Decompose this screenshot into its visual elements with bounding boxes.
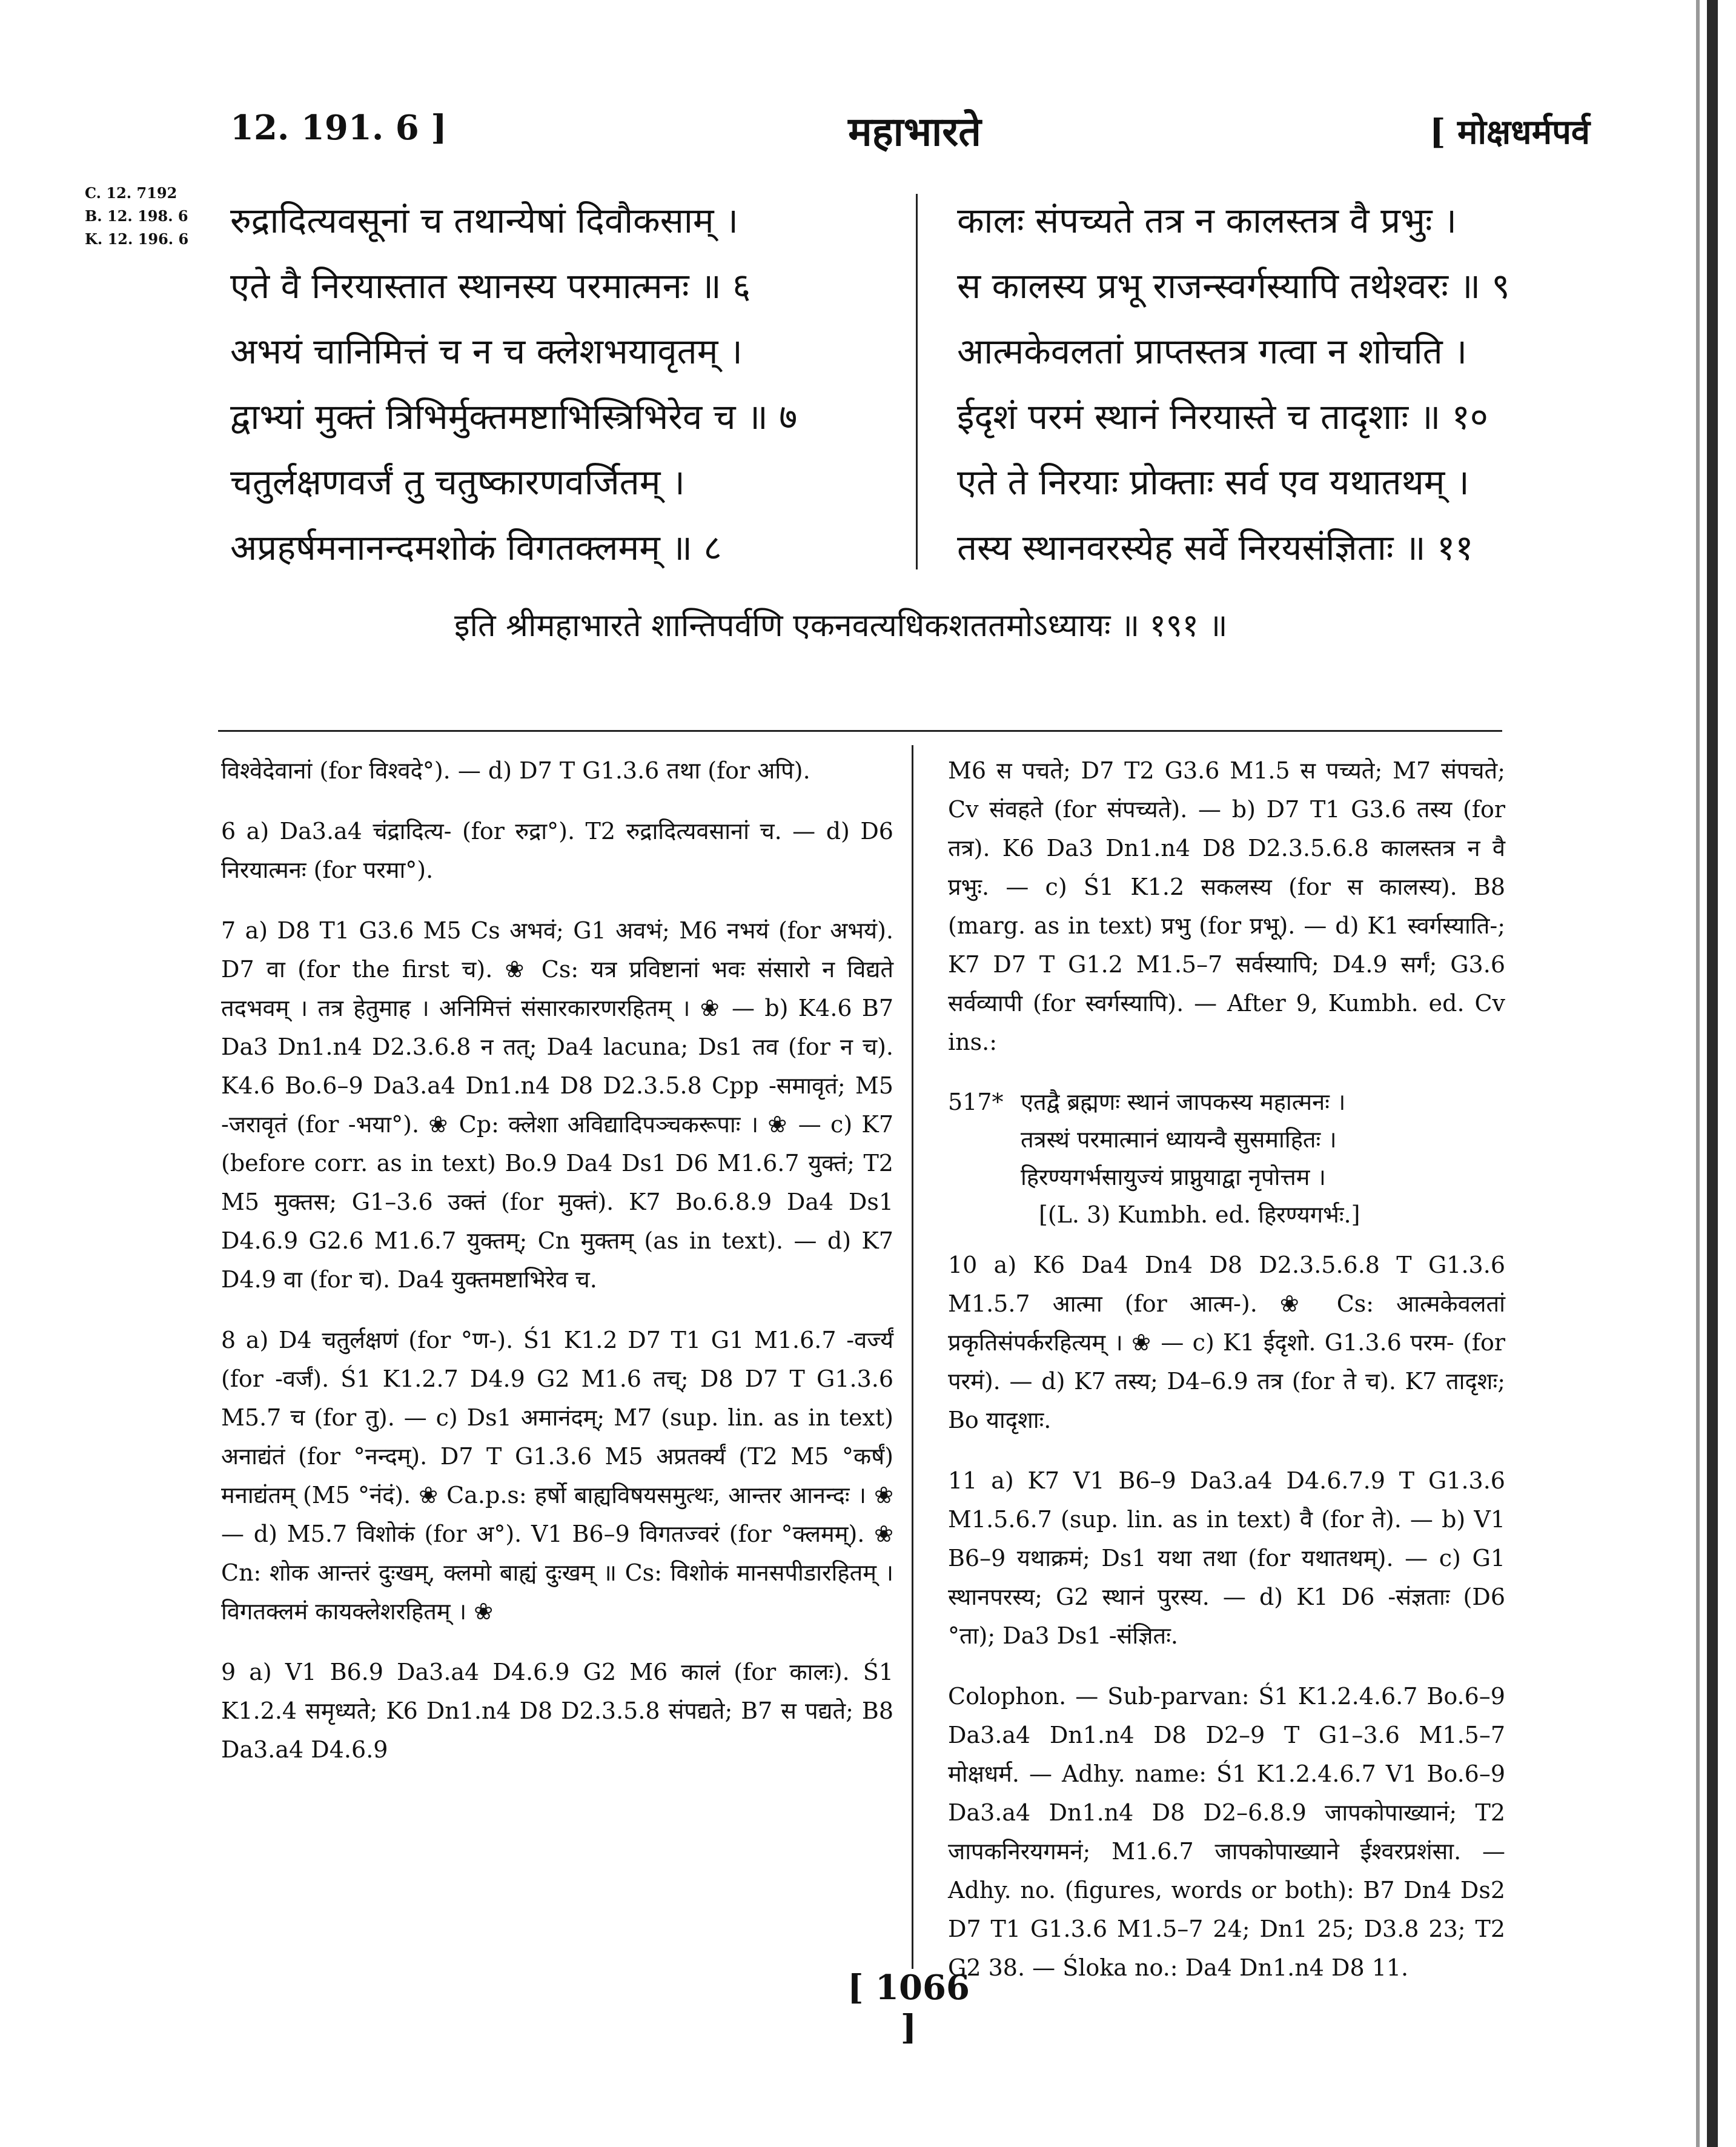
- header-parvan-name: [ मोक्षधर्मपर्व: [1430, 112, 1591, 152]
- verse-line: ईदृशं परमं स्थानं निरयास्ते च तादृशाः ॥ १०: [957, 396, 1488, 437]
- critical-notes-left: [221, 751, 893, 1791]
- notes-column-divider: [912, 745, 913, 1969]
- margin-edition-references: [85, 182, 188, 251]
- note-paragraph: 9 a) V1 B6.9 Da3.a4 D4.6.9 G2 M6 कालं (for कालः). Ś1 K1.2.4 समृध्यते; K6 Dn1.n4 D8 D2.3.5.8 संपद्यते; B7 स पद्यते; B8 Da3.a4 D4.6.9: [221, 1659, 893, 1763]
- interpolation-number: 517*: [948, 1089, 1004, 1115]
- margin-ref: C. 12. 7192: [85, 184, 177, 202]
- verse-line: चतुर्लक्षणवर्जं तु चतुष्कारणवर्जितम् ।: [230, 462, 685, 503]
- page-edge-bar: [1707, 0, 1718, 2147]
- horizontal-rule: [218, 730, 1502, 732]
- note-paragraph: 6 a) Da3.a4 चंद्रादित्य- (for रुद्रा°). T2 रुद्रादित्यवसानां च. — d) D6 निरयात्मनः (for परमा°).: [221, 818, 893, 883]
- page-number: [ 1066 ]: [847, 1968, 970, 2048]
- note-paragraph: 7 a) D8 T1 G3.6 M5 Cs अभवं; G1 अवभं; M6 नभयं (for अभयं). D7 वा (for the first च). ❀ Cs: यत्र प्रविष्टानां भवः संसारो न विद्यते तदभवम् । तत्र हेतुमाह । अनिमित्तं संसारकारणरहितम् । ❀ — b) K4.6 B7 Da3 Dn1.n4 D2.3.6.8 न तत्; Da4 lacuna; Ds1 तव (for न च). K4.6 Bo.6–9 Da3.a4 Dn1.n4 D8 D2.3.5.8 Cpp -समावृतं; M5 -जरावृतं (for -भया°). ❀ Cp: क्लेशा अविद्यादिपञ्चकरूपाः । ❀ — c) K7 (before corr. as in text) Bo.9 Da4 Ds1 D6 M1.6.7 युक्तं; T2 M5 मुक्तस; G1–3.6 उक्तं (for मुक्तं). K7 Bo.6.8.9 Da4 Ds1 D4.6.9 G2.6 M1.6.7 युक्तम्; Cn मुक्तम् (as in text). — d) K7 D4.9 वा (for च). Da4 युक्तमष्टाभिरेव च.: [221, 917, 893, 1293]
- margin-ref: B. 12. 198. 6: [85, 207, 188, 225]
- note-paragraph: 11 a) K7 V1 B6–9 Da3.a4 D4.6.7.9 T G1.3.6 M1.5.6.7 (sup. lin. as in text) वै (for ते). — b) V1 B6–9 यथाक्रमं; Ds1 यथा तथा (for यथातथम्). — c) G1 स्थानपरस्य; G2 स्थानं पुरस्य. — d) K1 D6 -संज्ञताः (D6 °ता); Da3 Ds1 -संज्ञितः.: [948, 1467, 1505, 1649]
- interpolation-footnote: [(L. 3) Kumbh. ed. हिरण्यगर्भः.]: [1039, 1201, 1360, 1228]
- interpolation-line: तत्रस्थं परमात्मानं ध्यायन्वै सुसमाहितः ।: [1021, 1126, 1337, 1153]
- note-paragraph: Colophon. — Sub-parvan: Ś1 K1.2.4.6.7 Bo.6–9 Da3.a4 Dn1.n4 D8 D2–9 T G1–3.6 M1.5–7 मोक्षधर्म. — Adhy. name: Ś1 K1.2.4.6.7 V1 Bo.6–9 Da3.a4 Dn1.n4 D8 D2–6.8.9 जापकोपाख्यानं; T2 जापकनिरयगमनं; M1.6.7 जापकोपाख्याने ईश्वरप्रशंसा. — Adhy. no. (figures, words or both): B7 Dn4 Ds2 D7 T1 G1.3.6 M1.5–7 24; Dn1 25; D3.8 23; T2 G2 38. — Śloka no.: Da4 Dn1.n4 D8 11.: [948, 1683, 1505, 1981]
- interpolation-line: हिरण्यगर्भसायुज्यं प्राप्नुयाद्वा नृपोत्तम ।: [1021, 1164, 1326, 1190]
- verse-line: एते ते निरयाः प्रोक्ताः सर्व एव यथातथम् ।: [957, 462, 1469, 503]
- header-verse-reference: 12. 191. 6 ]: [230, 108, 447, 148]
- chapter-colophon: इति श्रीमहाभारते शान्तिपर्वणि एकनवत्यधिकशततमोऽध्यायः ॥ १९१ ॥: [454, 608, 1228, 644]
- note-paragraph: 8 a) D4 चतुर्लक्षणं (for °ण-). Ś1 K1.2 D7 T1 G1 M1.6.7 -वर्ज्यं (for -वर्जं). Ś1 K1.2.7 D4.9 G2 M1.6 तच्; D8 D7 T G1.3.6 M5.7 च (for तु). — c) Ds1 अमानंदम्; M7 (sup. lin. as in text) अनाद्यंतं (for °नन्दम्). D7 T G1.3.6 M5 अप्रतर्क्यं (T2 M5 °कर्षं) मनाद्यंतम् (M5 °नंदं). ❀ Ca.p.s: हर्षो बाह्यविषयसमुत्थः, आन्तर आनन्दः । ❀ — d) M5.7 विशोकं (for अ°). V1 B6–9 विगतज्वरं (for °क्लमम्). ❀ Cn: शोक आन्तरं दुःखम्, क्लमो बाह्यं दुःखम् ॥ Cs: विशोकं मानसपीडारहितम् । विगतक्लमं कायक्लेशरहितम् । ❀: [221, 1327, 893, 1625]
- verse-line: अप्रहर्षमनानन्दमशोकं विगतक्लमम् ॥ ८: [230, 527, 722, 568]
- note-paragraph: M6 स पचते; D7 T2 G3.6 M1.5 स पच्यते; M7 संपचते; Cv संवहते (for संपच्यते). — b) D7 T1 G3.6 तस्य (for तत्र). K6 Da3 Dn1.n4 D8 D2.3.5.6.8 कालस्तत्र न वै प्रभुः. — c) Ś1 K1.2 सकलस्य (for स कालस्य). B8 (marg. as in text) प्रभु (for प्रभू). — d) K1 स्वर्गस्याति-; K7 D7 T G1.2 M1.5–7 सर्वस्यापि; D4.9 सर्गं; G3.6 सर्वव्यापी (for स्वर्गस्यापि). — After 9, Kumbh. ed. Cv ins.:: [948, 757, 1505, 1055]
- page-edge-shadow: [1696, 0, 1700, 2147]
- verse-line: एते वै निरयास्तात स्थानस्य परमात्मनः ॥ ६: [230, 265, 751, 307]
- verse-line: अभयं चानिमित्तं च न च क्लेशभयावृतम् ।: [230, 331, 743, 372]
- verse-line: द्वाभ्यां मुक्तं त्रिभिर्मुक्तमष्टाभिस्त्रिभिरेव च ॥ ७: [230, 396, 798, 437]
- page-title: महाभारते: [848, 108, 981, 155]
- note-paragraph: 10 a) K6 Da4 Dn4 D8 D2.3.5.6.8 T G1.3.6 M1.5.7 आत्मा (for आत्म-). ❀ Cs: आत्मकेवलतां प्रकृतिसंपर्करहित्यम् । ❀ — c) K1 ईदृशो. G1.3.6 परम- (for परमं). — d) K7 तस्य; D4–6.9 तत्र (for ते च). K7 तादृशः; Bo यादृशाः.: [948, 1252, 1505, 1433]
- note-paragraph: विश्वेदेवानां (for विश्वदे°). — d) D7 T G1.3.6 तथा (for अपि).: [221, 757, 810, 784]
- verse-line: स कालस्य प्रभू राजन्स्वर्गस्यापि तथेश्वरः ॥ ९: [957, 265, 1510, 307]
- verse-column-left: [230, 188, 797, 580]
- verse-column-right: [957, 188, 1510, 580]
- verse-line: रुद्रादित्यवसूनां च तथान्येषां दिवौकसाम् ।: [230, 200, 738, 241]
- verse-line: कालः संपच्यते तत्र न कालस्तत्र वै प्रभुः ।: [957, 200, 1457, 241]
- verse-line: तस्य स्थानवरस्येह सर्वे निरयसंज्ञिताः ॥ ११: [957, 527, 1474, 568]
- verse-line: आत्मकेवलतां प्राप्तस्तत्र गत्वा न शोचति ।: [957, 331, 1468, 372]
- interpolation-line: एतद्वै ब्रह्मणः स्थानं जापकस्य महात्मनः ।: [1021, 1089, 1346, 1115]
- interpolation-passage: [948, 1083, 1505, 1233]
- verse-column-divider: [916, 194, 918, 569]
- margin-ref: K. 12. 196. 6: [85, 230, 189, 248]
- critical-notes-right: [948, 751, 1505, 2009]
